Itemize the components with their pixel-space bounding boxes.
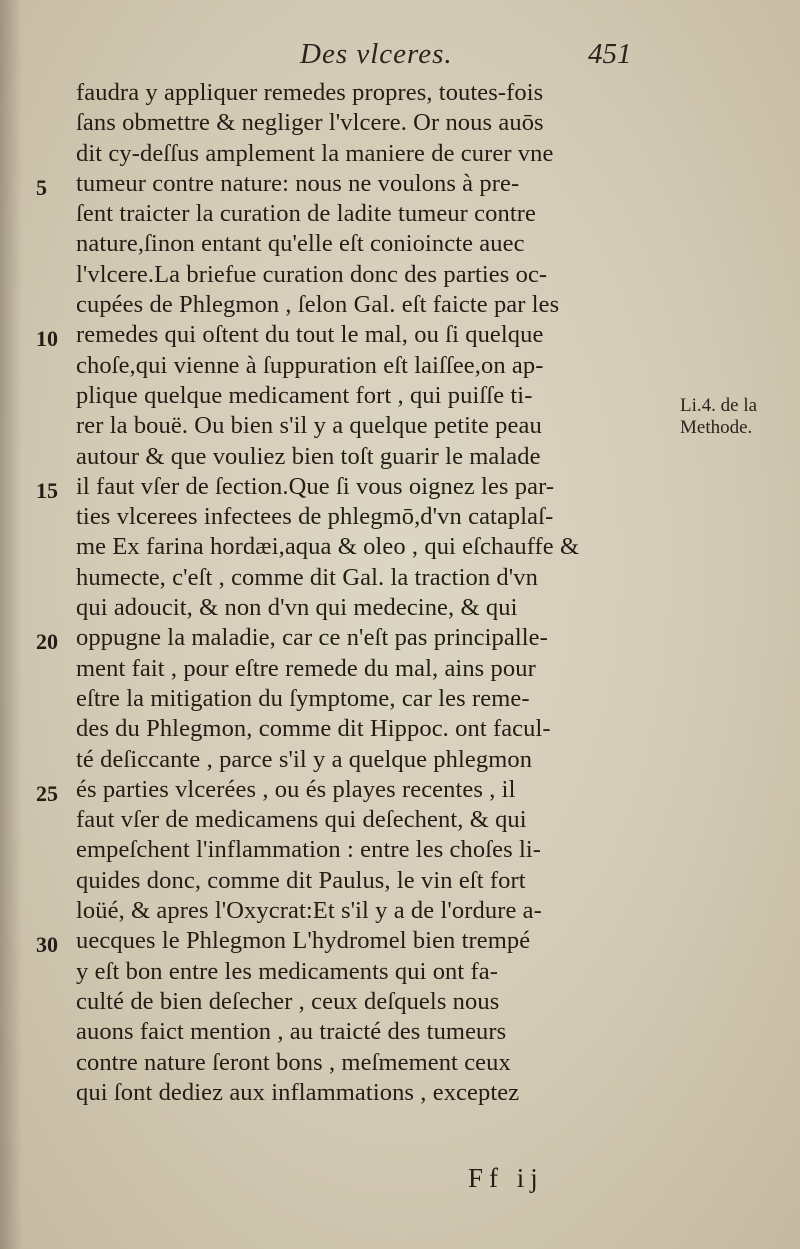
text-line: ſent traicter la curation de ladite tumeur contre <box>76 200 536 228</box>
text-line: autour & que vouliez bien toſt guarir le malade <box>76 442 541 470</box>
text-line: l'vlcere.La briefue curation donc des parties oc- <box>76 260 548 288</box>
page-header <box>0 38 800 78</box>
text-line: eſtre la mitigation du ſymptome, car les reme- <box>76 684 530 712</box>
text-line: culté de bien deſecher , ceux deſquels nous <box>76 987 500 1015</box>
text-line: y eſt bon entre les medicaments qui ont fa- <box>76 957 499 985</box>
line-number: 15 <box>36 478 58 503</box>
text-line: ties vlcerees infectees de phlegmō,d'vn cataplaſ- <box>76 503 554 531</box>
running-title: Des vlceres. <box>300 38 453 70</box>
signature-mark: Ff ij <box>468 1163 544 1193</box>
page-number: 451 <box>588 38 632 70</box>
line-number: 5 <box>36 175 47 200</box>
text-line: empeſchent l'inflammation : entre les choſes li- <box>76 836 542 864</box>
text-line: nature,ſinon entant qu'elle eſt conioincte auec <box>76 230 525 258</box>
text-line: auons faict mention , au traicté des tumeurs <box>76 1018 507 1046</box>
text-line: humecte, c'eſt , comme dit Gal. la traction d'vn <box>76 563 538 591</box>
text-line: té deſiccante , parce s'il y a quelque phlegmon <box>76 745 533 773</box>
margin-note: Li.4. de la Methode. <box>680 395 758 438</box>
text-line: uecques le Phlegmon L'hydromel bien trempé <box>76 927 531 955</box>
line-number: 10 <box>36 326 58 351</box>
text-line: plique quelque medicament fort , qui puiſſe ti- <box>76 381 533 409</box>
text-line: des du Phlegmon, comme dit Hippoc. ont facul- <box>76 715 551 743</box>
text-line: cupées de Phlegmon , ſelon Gal. eſt faicte par les <box>76 291 560 319</box>
line-number: 30 <box>36 932 58 957</box>
text-line: ſans obmettre & negliger l'vlcere. Or nous auōs <box>76 109 544 137</box>
text-line: rer la bouë. Ou bien s'il y a quelque petite peau <box>76 412 542 440</box>
text-line: me Ex farina hordæi,aqua & oleo , qui eſchauffe & <box>76 533 580 561</box>
text-line: qui adoucit, & non d'vn qui medecine, & qui <box>76 594 518 622</box>
text-line: loüé, & apres l'Oxycrat:Et s'il y a de l'ordure a- <box>76 897 542 925</box>
text-line: contre nature ſeront bons , meſmement ceux <box>76 1048 511 1076</box>
text-line: remedes qui oſtent du tout le mal, ou ſi quelque <box>76 321 544 349</box>
text-line: dit cy-deſſus amplement la maniere de curer vne <box>76 139 554 167</box>
text-line: choſe,qui vienne à ſuppuration eſt laiſſee,on ap- <box>76 351 544 379</box>
line-number: 20 <box>36 629 58 654</box>
text-line: il faut vſer de ſection.Que ſi vous oignez les par- <box>76 472 555 500</box>
body-text <box>76 78 666 1108</box>
text-line: qui ſont dediez aux inflammations , exceptez <box>76 1078 520 1106</box>
text-line: quides donc, comme dit Paulus, le vin eſt fort <box>76 866 526 894</box>
text-line: tumeur contre nature: nous ne voulons à pre- <box>76 169 520 197</box>
gutter-shadow <box>0 0 22 1249</box>
text-line: ment fait , pour eſtre remede du mal, ains pour <box>76 654 536 682</box>
text-line: faut vſer de medicamens qui deſechent, & qui <box>76 806 527 834</box>
text-line: oppugne la maladie, car ce n'eſt pas principalle- <box>76 624 548 652</box>
text-line: és parties vlcerées , ou és playes recentes , il <box>76 775 516 803</box>
line-number: 25 <box>36 781 58 806</box>
text-line: faudra y appliquer remedes propres, toutes-fois <box>76 79 544 106</box>
